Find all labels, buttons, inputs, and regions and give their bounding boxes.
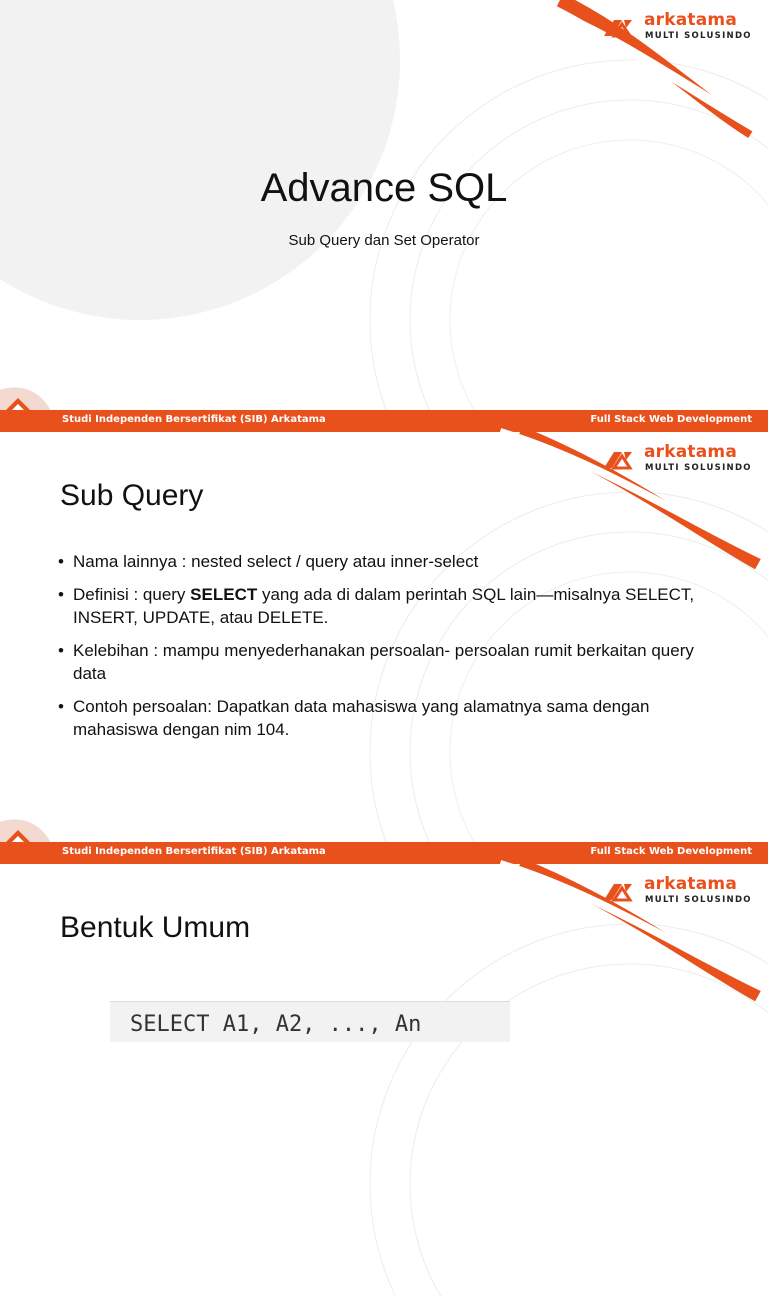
slide-bentuk-umum <box>0 864 768 1037</box>
slide-heading: Sub Query <box>60 479 204 512</box>
arkatama-logo <box>600 876 760 912</box>
logo-name: arkatama <box>644 874 738 894</box>
arkatama-logo-icon <box>600 14 636 44</box>
logo-subtitle: MULTI SOLUSINDO <box>645 895 752 905</box>
keyword-select: SELECT <box>190 585 258 604</box>
logo-subtitle: MULTI SOLUSINDO <box>645 31 752 41</box>
footer-program-label: Studi Independen Bersertifikat (SIB) Arkatama <box>62 414 326 425</box>
logo-name: arkatama <box>644 10 738 30</box>
slide-background <box>0 0 768 432</box>
arkatama-logo-icon <box>600 878 636 908</box>
bullet-icon: • <box>58 697 64 716</box>
footer-track-label: Full Stack Web Development <box>590 414 752 425</box>
bullet-list <box>58 550 698 751</box>
list-item: • Contoh persoalan: Dapatkan data mahasiswa yang alamatnya sama dengan mahasiswa dengan nim 104. <box>58 697 650 739</box>
footer-track-label: Full Stack Web Development <box>590 846 752 857</box>
arkatama-logo <box>600 444 760 480</box>
arkatama-logo-icon <box>600 446 636 476</box>
logo-subtitle: MULTI SOLUSINDO <box>645 463 752 473</box>
bullet-icon: • <box>58 552 64 571</box>
footer-bar <box>0 410 768 432</box>
logo-name: arkatama <box>644 442 738 462</box>
code-block <box>110 1001 510 1042</box>
list-item: • Nama lainnya : nested select / query atau inner-select <box>58 552 479 571</box>
list-item: • Kelebihan : mampu menyederhanakan persoalan- persoalan rumit berkaitan query data <box>58 641 694 683</box>
slide-subtitle: Sub Query dan Set Operator <box>288 232 480 249</box>
slide-sub-query <box>0 432 768 864</box>
list-item: • Definisi : query SELECT yang ada di dalam perintah SQL lain—misalnya SELECT, INSERT, UPDATE, atau DELETE. <box>58 585 695 627</box>
footer-program-label: Studi Independen Bersertifikat (SIB) Arkatama <box>62 846 326 857</box>
footer-bar <box>0 842 768 864</box>
slide-heading: Bentuk Umum <box>60 911 251 944</box>
arkatama-logo <box>600 12 760 48</box>
code-line: SELECT A1, A2, ..., An <box>130 1012 422 1037</box>
slide-main-title: Advance SQL <box>260 166 508 210</box>
slide-title <box>0 0 768 432</box>
bullet-icon: • <box>58 585 64 604</box>
bullet-icon: • <box>58 641 64 660</box>
